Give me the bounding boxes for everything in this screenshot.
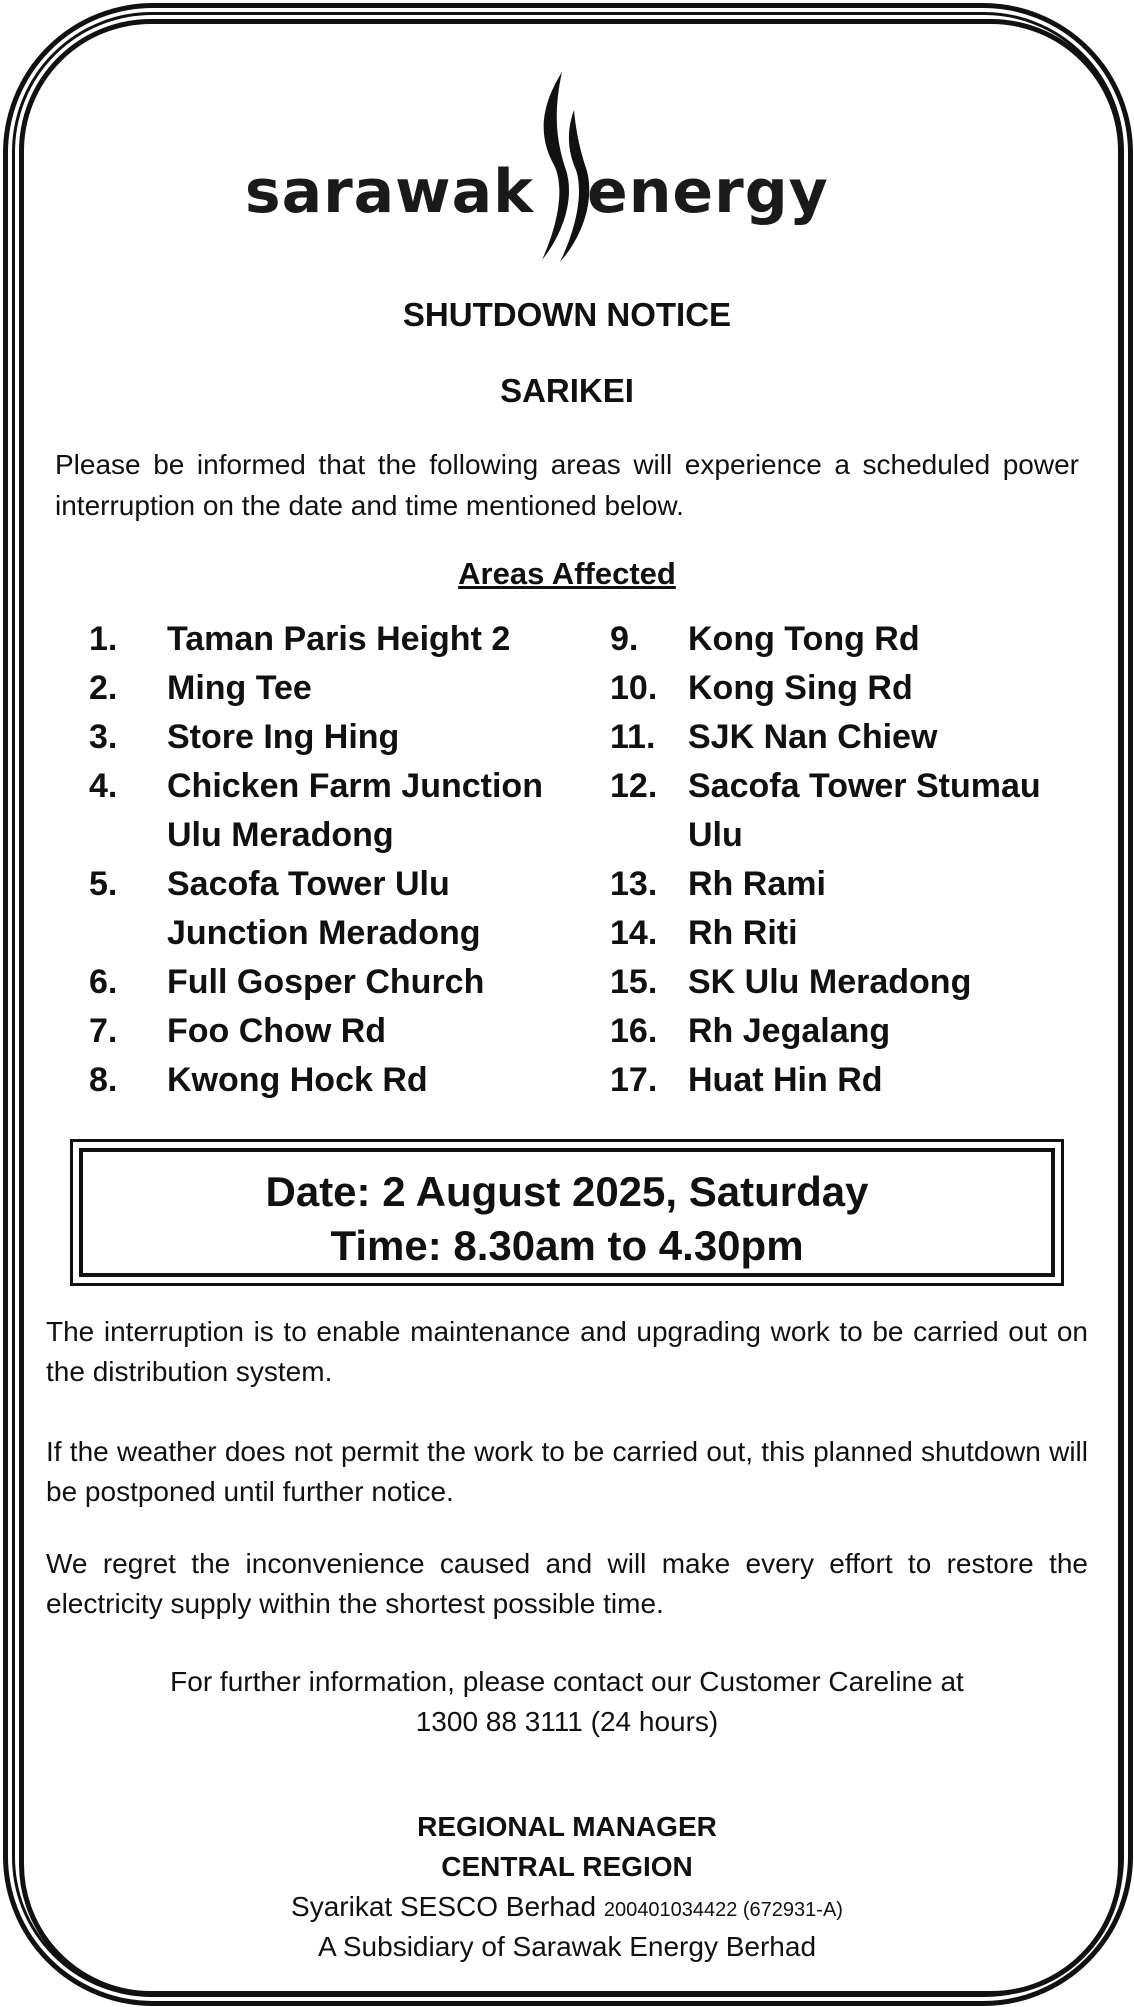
company-registration: 200401034422 (672931-A) [603,1899,843,1921]
area-item [610,615,1080,664]
area-number: 16. [610,1012,658,1050]
area-number: 13. [610,865,658,903]
area-item [89,664,549,713]
regret-paragraph: We regret the inconvenience caused and will make every effort to restore the electricity supply within the shortest possible time. [46,1548,1088,1619]
area-item [89,860,549,958]
signature-region: CENTRAL REGION [441,1851,693,1882]
area-item [610,762,1080,860]
area-item [89,1056,549,1105]
area-name: Sacofa Tower Ulu Junction Meradong [167,865,481,952]
area-name: Sacofa Tower Stumau Ulu [688,767,1041,854]
flame-icon [530,70,590,265]
area-item [89,958,549,1007]
area-item [89,615,549,664]
area-number: 4. [89,767,118,805]
area-number: 10. [610,669,658,707]
areas-heading: Areas Affected [458,556,676,591]
company-name: Syarikat SESCO Berhad [291,1891,597,1922]
area-number: 6. [89,963,118,1001]
signature-subsidiary: A Subsidiary of Sarawak Energy Berhad [317,1931,817,1962]
area-number: 1. [89,620,118,658]
area-name: Kong Sing Rd [688,669,913,707]
area-item [610,1007,1080,1056]
sarawak-energy-logo [244,70,829,265]
area-item [610,860,1080,909]
area-number: 8. [89,1061,118,1099]
logo-text-sarawak: sarawak [244,157,534,227]
signature-company [0,1891,1134,1923]
area-number: 14. [610,914,658,952]
area-name: Rh Rami [688,865,826,903]
area-number: 12. [610,767,658,805]
area-number: 5. [89,865,118,903]
area-item [89,1007,549,1056]
area-item [89,713,549,762]
schedule-time: Time: 8.30am to 4.30pm [330,1222,804,1269]
area-item [610,909,1080,958]
area-number: 9. [610,620,639,658]
area-name: Kong Tong Rd [688,620,920,658]
area-name: SJK Nan Chiew [688,718,938,756]
area-name: Full Gosper Church [167,963,485,1001]
location-title: SARIKEI [500,372,634,409]
area-name: Rh Riti [688,914,798,952]
logo-text-energy: energy [587,157,829,227]
area-name: SK Ulu Meradong [688,963,972,1001]
schedule-box-inner [79,1148,1055,1277]
area-number: 11. [610,718,656,756]
contact-line: For further information, please contact our Customer Careline at [170,1666,964,1697]
notice-title: SHUTDOWN NOTICE [402,296,732,333]
weather-paragraph: If the weather does not permit the work to be carried out, this planned shutdown will be postponed until further notice. [46,1436,1088,1507]
area-number: 17. [610,1061,658,1099]
area-number: 15. [610,963,658,1001]
area-item [610,664,1080,713]
schedule-date: Date: 2 August 2025, Saturday [265,1168,869,1215]
area-name: Chicken Farm Junction Ulu Meradong [167,767,543,854]
area-name: Foo Chow Rd [167,1012,387,1050]
area-number: 7. [89,1012,118,1050]
contact-number: 1300 88 3111 (24 hours) [415,1706,719,1737]
area-item [89,762,549,860]
area-name: Taman Paris Height 2 [167,620,511,658]
purpose-paragraph: The interruption is to enable maintenance and upgrading work to be carried out on the distribution system. [46,1316,1088,1387]
areas-list-right [610,615,1080,1105]
area-item [610,713,1080,762]
area-item [610,958,1080,1007]
area-name: Ming Tee [167,669,312,707]
intro-paragraph: Please be informed that the following areas will experience a scheduled power interruption on the date and time mentioned below. [55,449,1079,521]
area-item [610,1056,1080,1105]
area-name: Rh Jegalang [688,1012,891,1050]
area-name: Kwong Hock Rd [167,1061,428,1099]
area-name: Huat Hin Rd [688,1061,883,1099]
area-number: 2. [89,669,118,707]
area-number: 3. [89,718,118,756]
areas-list-left [89,615,549,1105]
schedule-box [70,1139,1064,1286]
area-name: Store Ing Hing [167,718,400,756]
signature-title: REGIONAL MANAGER [417,1811,717,1842]
